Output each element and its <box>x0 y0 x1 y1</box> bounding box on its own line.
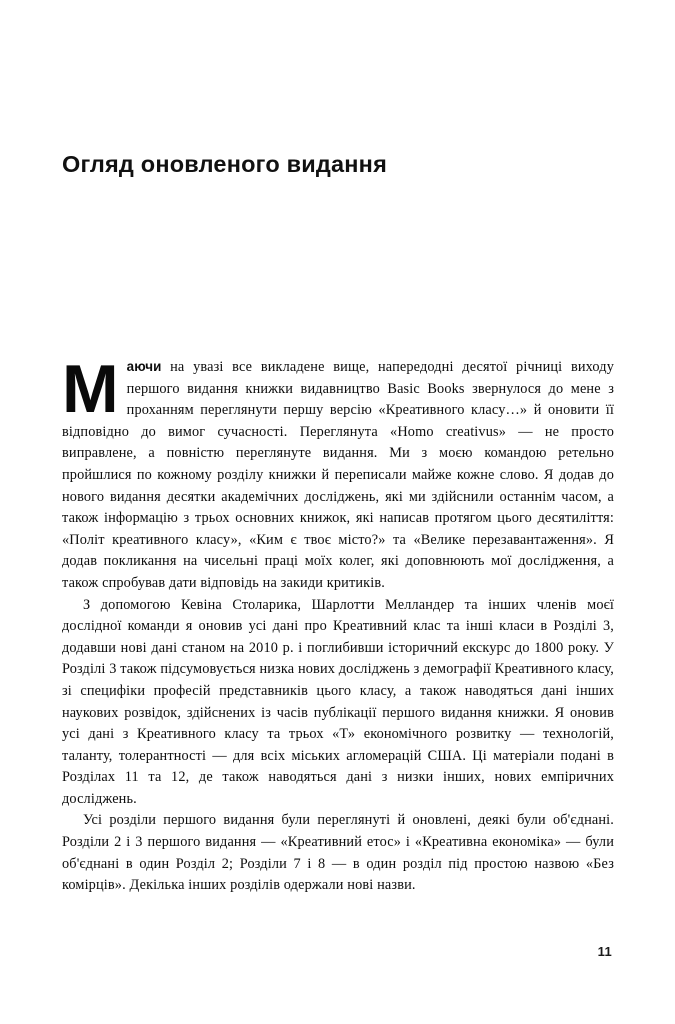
paragraph-1-text: на увазі все викладене вище, напередодні десятої річниці виходу першого видання книжки видавництво Basic Books звернулося до мене з проханням переглянути першу версію «Креативного класу…» й оновити її відповідно до вимог сучасності. Переглянута «Homo creativus» — не просто виправлене, а повністю переглянуте видання. Ми з моєю командою ретельно пройшлися по кожному розділу книжки й переписали майже кожне слово. Я додав до нового видання десятки академічних досліджень, які ми здійснили останнім часом, а також інформацію з трьох основних книжок, які написав протягом цього десятиліття: «Політ креативного класу», «Ким є твоє місто?» та «Велике перезавантаження». Я додав покликання на чисельні праці моїх колег, які доповнюють мої дослідження, а також спробував дати відповідь на закиди критиків. <box>62 359 614 591</box>
paragraph-1 <box>62 351 614 595</box>
drop-cap: М <box>62 351 118 427</box>
paragraph-3: Усі розділи першого видання були переглянуті й оновлені, деякі були об'єднані. Розділи 2 і 3 першого видання — «Креативний етос» і «Креативна економіка» — були об'єднані в один Розділ 2; Розділи 7 і 8 — в один розділ під простою назвою «Без комірців». Декілька інших розділів одержали нові назви. <box>62 812 614 894</box>
page-number: 11 <box>597 944 612 959</box>
page-title: Огляд оновленого видання <box>62 150 387 177</box>
body-text-column <box>62 351 614 897</box>
paragraph-lead-in: аючи <box>126 359 162 374</box>
paragraph-2: З допомогою Кевіна Столарика, Шарлотти Мелландер та інших членів моєї дослідної команди я оновив усі дані про Креативний клас та інші класи в Розділі 3, додавши нові дані станом на 2010 р. і поглибивши історичний екскурс до 1800 року. У Розділі 3 також підсумовується низка нових досліджень з демографії Креативного класу, зі специфіки професій представників цього класу, а також наводяться дані інших наукових розвідок, здійснених із часів публікації першого видання книжки. Я оновив усі дані з Креативного класу та трьох «Т» економічного розвитку — технологій, таланту, толерантності — для всіх міських агломерацій США. Ці матеріали подані в Розділах 11 та 12, де також наводяться дані з низки інших, нових емпіричних досліджень. <box>62 596 614 807</box>
